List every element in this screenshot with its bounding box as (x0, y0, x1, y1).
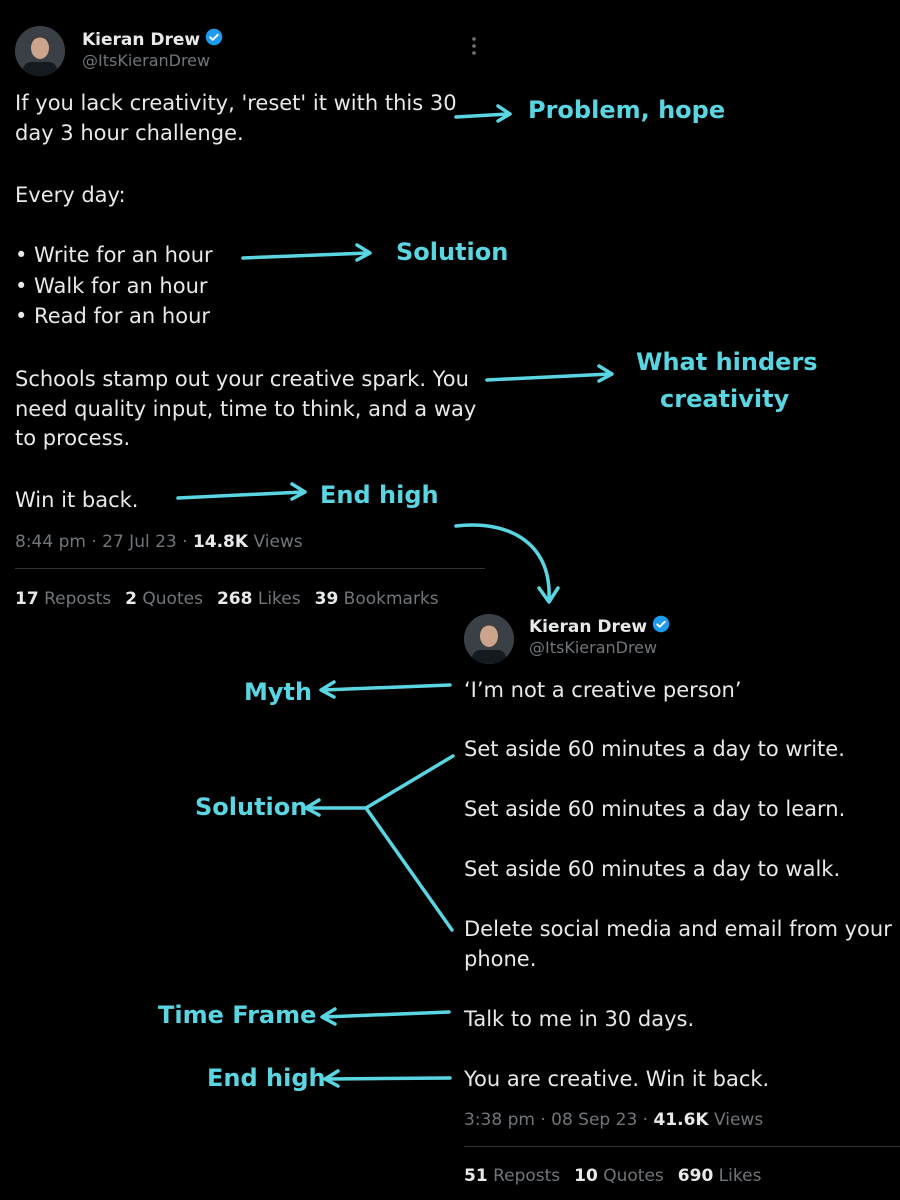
annotation-time-frame: Time Frame (158, 1001, 317, 1029)
tweet-text-line: Delete social media and email from your (464, 917, 892, 941)
verified-badge-icon (652, 615, 670, 638)
views-count: 41.6K (653, 1110, 709, 1130)
divider (15, 568, 485, 569)
reposts-count: 17 (15, 589, 39, 609)
arrow-left-icon (322, 1009, 449, 1024)
tweet-text-line: ‘I’m not a creative person’ (464, 678, 742, 702)
tweet-stats (15, 589, 439, 609)
avatar[interactable] (15, 26, 65, 76)
tweet-timestamp[interactable] (15, 532, 303, 552)
divider (464, 1146, 900, 1147)
tweet-text-line: Set aside 60 minutes a day to learn. (464, 797, 846, 821)
tweet-text-line: Talk to me in 30 days. (464, 1007, 695, 1031)
more-options-icon[interactable] (468, 36, 480, 60)
quotes-count: 10 (574, 1166, 598, 1186)
arrow-right-icon (487, 366, 612, 381)
tweet-text-line: If you lack creativity, 'reset' it with this 30 (15, 91, 457, 115)
annotation-end-high: End high (207, 1064, 326, 1092)
annotation-problem-hope: Problem, hope (528, 96, 726, 124)
bookmarks-label: Bookmarks (338, 589, 439, 609)
arrow-left-icon (325, 1071, 450, 1086)
annotation-solution: Solution (195, 793, 308, 821)
reposts-stat[interactable] (15, 589, 111, 609)
arrow-left-icon (321, 682, 450, 697)
tweet-text-line: • Read for an hour (15, 304, 211, 328)
likes-label: Likes (252, 589, 301, 609)
annotation-creativity: creativity (660, 385, 790, 413)
annotation-what-hinders: What hinders (636, 348, 818, 376)
tweet-text-line: Every day: (15, 183, 126, 207)
tweet-text-line: Schools stamp out your creative spark. You (15, 367, 469, 391)
tweet-text-line: Set aside 60 minutes a day to write. (464, 737, 845, 761)
likes-label: Likes (713, 1166, 762, 1186)
views-count: 14.8K (192, 532, 249, 552)
reposts-stat[interactable] (464, 1166, 560, 1186)
arrow-right-icon (243, 245, 370, 260)
tweet-timestamp[interactable] (464, 1110, 763, 1130)
annotation-solution: Solution (396, 238, 509, 266)
author-handle[interactable]: @ItsKieranDrew (82, 51, 211, 70)
tweet-text-line: phone. (464, 947, 537, 971)
likes-stat[interactable] (217, 589, 301, 609)
likes-stat[interactable] (678, 1166, 762, 1186)
annotation-end-high: End high (320, 481, 439, 509)
tweet-text-line: day 3 hour challenge. (15, 121, 244, 145)
timestamp-text[interactable]: 8:44 pm · 27 Jul 23 · (15, 532, 193, 552)
author-name[interactable] (82, 28, 223, 51)
tweet-text-line: • Write for an hour (15, 243, 213, 267)
arrow-right-icon (456, 106, 510, 121)
quotes-stat[interactable] (125, 589, 203, 609)
tweet-text-line: Win it back. (15, 488, 139, 512)
quotes-count: 2 (125, 589, 137, 609)
likes-count: 268 (216, 589, 253, 609)
tweet-text-line: • Walk for an hour (15, 274, 208, 298)
avatar[interactable] (464, 614, 514, 664)
quotes-stat[interactable] (574, 1166, 664, 1186)
views-label: Views (248, 532, 303, 552)
author-name-text[interactable]: Kieran Drew (529, 616, 648, 637)
annotation-myth: Myth (244, 678, 313, 706)
tweet-text-line: Set aside 60 minutes a day to walk. (464, 857, 841, 881)
timestamp-text[interactable]: 3:38 pm · 08 Sep 23 · (464, 1110, 654, 1130)
author-handle[interactable]: @ItsKieranDrew (529, 638, 658, 657)
tweet-text-line: to process. (15, 426, 131, 450)
tweet-text-line: need quality input, time to think, and a way (15, 397, 477, 421)
curved-arrow-down-icon (456, 525, 558, 602)
tweet-stats (464, 1166, 761, 1186)
quotes-label: Quotes (137, 589, 203, 609)
author-name-text[interactable]: Kieran Drew (82, 29, 201, 50)
reposts-label: Reposts (487, 1166, 561, 1186)
tweet-text-line: You are creative. Win it back. (464, 1067, 770, 1091)
bookmarks-stat[interactable] (315, 589, 439, 609)
branch-arrow-left-icon (306, 756, 453, 930)
verified-badge-icon (205, 28, 223, 51)
bookmarks-count: 39 (314, 589, 339, 609)
author-name[interactable] (529, 615, 670, 638)
arrow-right-icon (178, 484, 305, 499)
quotes-label: Quotes (597, 1166, 664, 1186)
reposts-count: 51 (464, 1166, 488, 1186)
likes-count: 690 (677, 1166, 714, 1186)
reposts-label: Reposts (38, 589, 112, 609)
views-label: Views (708, 1110, 764, 1130)
